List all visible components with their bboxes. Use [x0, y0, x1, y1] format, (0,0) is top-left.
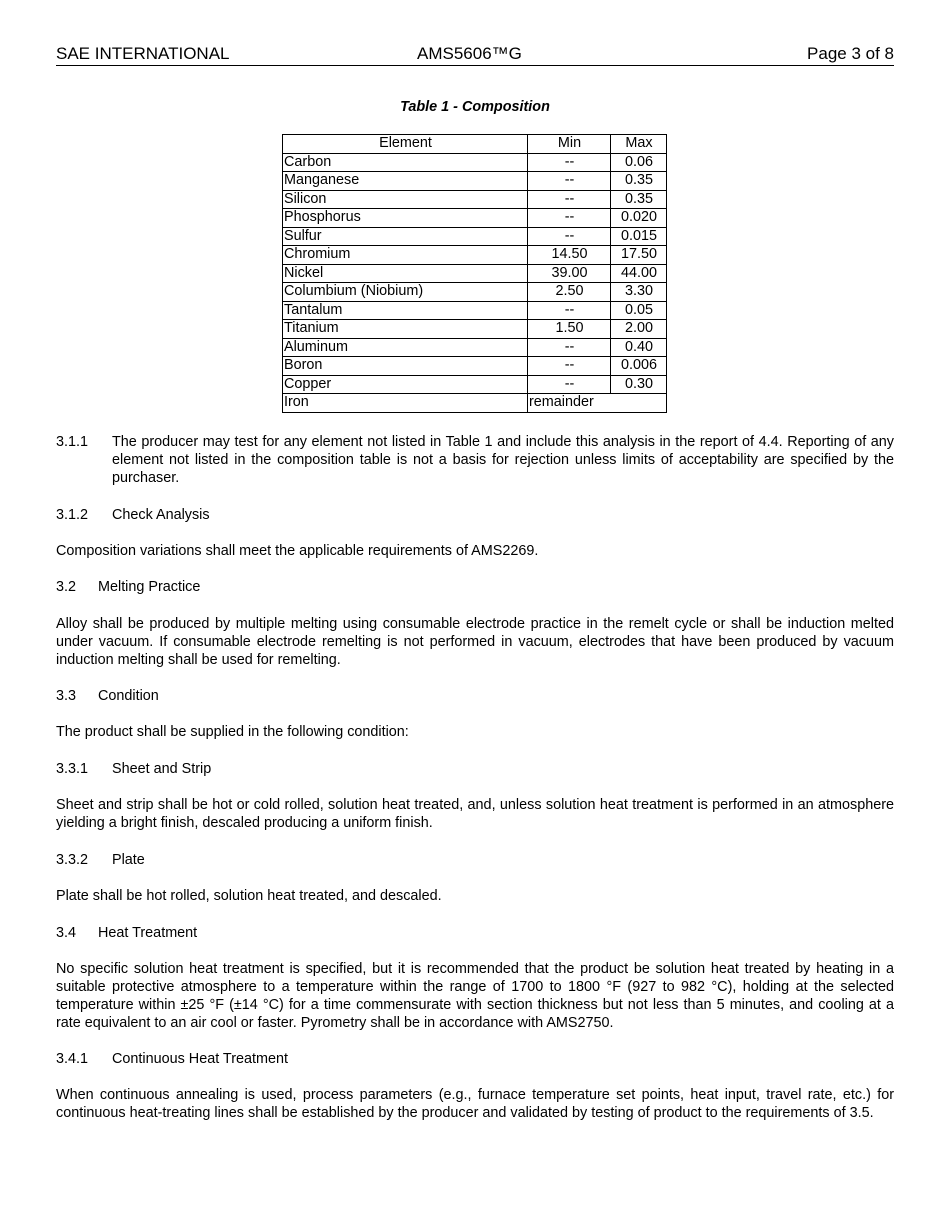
- paragraph-sheet-strip: Sheet and strip shall be hot or cold rolled, solution heat treated, and, unless solution heat treatment is performed in an atmosphere yielding a bright finish, descaled producing a uniform finish.: [56, 797, 894, 831]
- table-row: [283, 209, 667, 228]
- cell-element: Nickel: [283, 264, 528, 283]
- cell-min: --: [528, 172, 611, 191]
- cell-max: 0.006: [611, 357, 667, 376]
- cell-element: Silicon: [283, 190, 528, 209]
- cell-min: --: [528, 338, 611, 357]
- cell-element: Columbium (Niobium): [283, 283, 528, 302]
- table-row: [283, 246, 667, 265]
- cell-element: Tantalum: [283, 301, 528, 320]
- cell-element: Chromium: [283, 246, 528, 265]
- table-row: [283, 357, 667, 376]
- heading-title: Continuous Heat Treatment: [112, 1051, 288, 1067]
- cell-min: --: [528, 357, 611, 376]
- section-3-1-1: [56, 433, 894, 487]
- cell-element: Carbon: [283, 153, 528, 172]
- column-header-min: Min: [528, 135, 611, 154]
- table-title: Table 1 - Composition: [400, 99, 550, 115]
- heading-3-3: [56, 687, 159, 705]
- heading-number: 3.3.2: [56, 852, 89, 868]
- table-body: [283, 153, 667, 412]
- cell-max: 44.00: [611, 264, 667, 283]
- section-number: 3.1.1: [56, 434, 89, 450]
- cell-element: Boron: [283, 357, 528, 376]
- cell-max: 17.50: [611, 246, 667, 265]
- cell-max: 0.015: [611, 227, 667, 246]
- cell-remainder: remainder: [528, 394, 667, 413]
- cell-min: 14.50: [528, 246, 611, 265]
- heading-number: 3.4.1: [56, 1051, 89, 1067]
- cell-max: 0.05: [611, 301, 667, 320]
- table-row: [283, 227, 667, 246]
- cell-element: Sulfur: [283, 227, 528, 246]
- table-row: [283, 172, 667, 191]
- cell-element: Titanium: [283, 320, 528, 339]
- cell-min: --: [528, 301, 611, 320]
- paragraph-plate: Plate shall be hot rolled, solution heat treated, and descaled.: [56, 888, 442, 904]
- page-header: [56, 44, 894, 66]
- cell-element: Manganese: [283, 172, 528, 191]
- composition-table: [282, 134, 667, 413]
- paragraph-continuous-heat-treatment: When continuous annealing is used, process parameters (e.g., furnace temperature set points, heat input, travel rate, etc.) for continuous heat-treating lines shall be established by the producer and validated by testing of product to the requirements of 3.5.: [56, 1087, 894, 1121]
- cell-min: 1.50: [528, 320, 611, 339]
- table-row: [283, 264, 667, 283]
- cell-min: --: [528, 153, 611, 172]
- heading-title: Check Analysis: [112, 507, 210, 523]
- cell-min: --: [528, 375, 611, 394]
- cell-max: 0.35: [611, 172, 667, 191]
- table-row: [283, 338, 667, 357]
- heading-number: 3.2: [56, 579, 77, 595]
- heading-number: 3.3: [56, 688, 77, 704]
- heading-title: Condition: [98, 688, 159, 704]
- table-row: [283, 375, 667, 394]
- heading-3-3-1: [56, 760, 212, 778]
- heading-title: Melting Practice: [98, 579, 201, 595]
- header-page-number: Page 3 of 8: [807, 44, 894, 63]
- table-row: [283, 283, 667, 302]
- cell-min: --: [528, 190, 611, 209]
- cell-max: 3.30: [611, 283, 667, 302]
- cell-max: 2.00: [611, 320, 667, 339]
- cell-min: --: [528, 227, 611, 246]
- cell-element: Phosphorus: [283, 209, 528, 228]
- cell-element: Iron: [283, 394, 528, 413]
- cell-min: --: [528, 209, 611, 228]
- cell-element: Copper: [283, 375, 528, 394]
- cell-max: 0.06: [611, 153, 667, 172]
- heading-3-2: [56, 578, 201, 596]
- paragraph-heat-treatment: No specific solution heat treatment is specified, but it is recommended that the product be solution heat treated by heating in a suitable protective atmosphere to a temperature within the range of 1700 to 1800 °F (927 to 982 °C), holding at the selected temperature within ±25 °F (±14 °C) for a time commensurate with section thickness but not less than 5 minutes, and cooling at a rate equivalent to an air cool or faster. Pyrometry shall be in accordance with AMS2750.: [56, 961, 894, 1031]
- table-row: [283, 301, 667, 320]
- heading-title: Plate: [112, 852, 145, 868]
- cell-min: 39.00: [528, 264, 611, 283]
- section-text: The producer may test for any element not listed in Table 1 and include this analysis in the report of 4.4. Reporting of any element not listed in the composition table is not a basis for rejection unless limits of acceptability are specified by the purchaser.: [112, 434, 894, 486]
- heading-3-4: [56, 924, 198, 942]
- cell-element: Aluminum: [283, 338, 528, 357]
- cell-max: 0.40: [611, 338, 667, 357]
- paragraph-condition: The product shall be supplied in the following condition:: [56, 724, 409, 740]
- heading-3-1-2: [56, 506, 210, 524]
- heading-title: Sheet and Strip: [112, 761, 212, 777]
- cell-max: 0.30: [611, 375, 667, 394]
- paragraph-melting-practice: Alloy shall be produced by multiple melting using consumable electrode practice in the remelt cycle or shall be induction melted under vacuum. If consumable electrode remelting is not performed in vacuum, electrodes that have been produced by vacuum induction melting shall be used for remelting.: [56, 616, 894, 668]
- cell-min: 2.50: [528, 283, 611, 302]
- column-header-max: Max: [611, 135, 667, 154]
- table-row: [283, 153, 667, 172]
- table-row: [283, 320, 667, 339]
- heading-3-4-1: [56, 1050, 288, 1068]
- column-header-element: Element: [283, 135, 528, 154]
- heading-title: Heat Treatment: [98, 925, 198, 941]
- table-row-remainder: [283, 394, 667, 413]
- table-header-row: [283, 135, 667, 154]
- cell-max: 0.35: [611, 190, 667, 209]
- heading-number: 3.1.2: [56, 507, 89, 523]
- heading-number: 3.4: [56, 925, 77, 941]
- cell-max: 0.020: [611, 209, 667, 228]
- heading-number: 3.3.1: [56, 761, 89, 777]
- table-row: [283, 190, 667, 209]
- paragraph-check-analysis: Composition variations shall meet the applicable requirements of AMS2269.: [56, 543, 539, 559]
- header-doc-id: AMS5606™G: [417, 44, 522, 63]
- heading-3-3-2: [56, 851, 145, 869]
- header-org: SAE INTERNATIONAL: [56, 44, 230, 63]
